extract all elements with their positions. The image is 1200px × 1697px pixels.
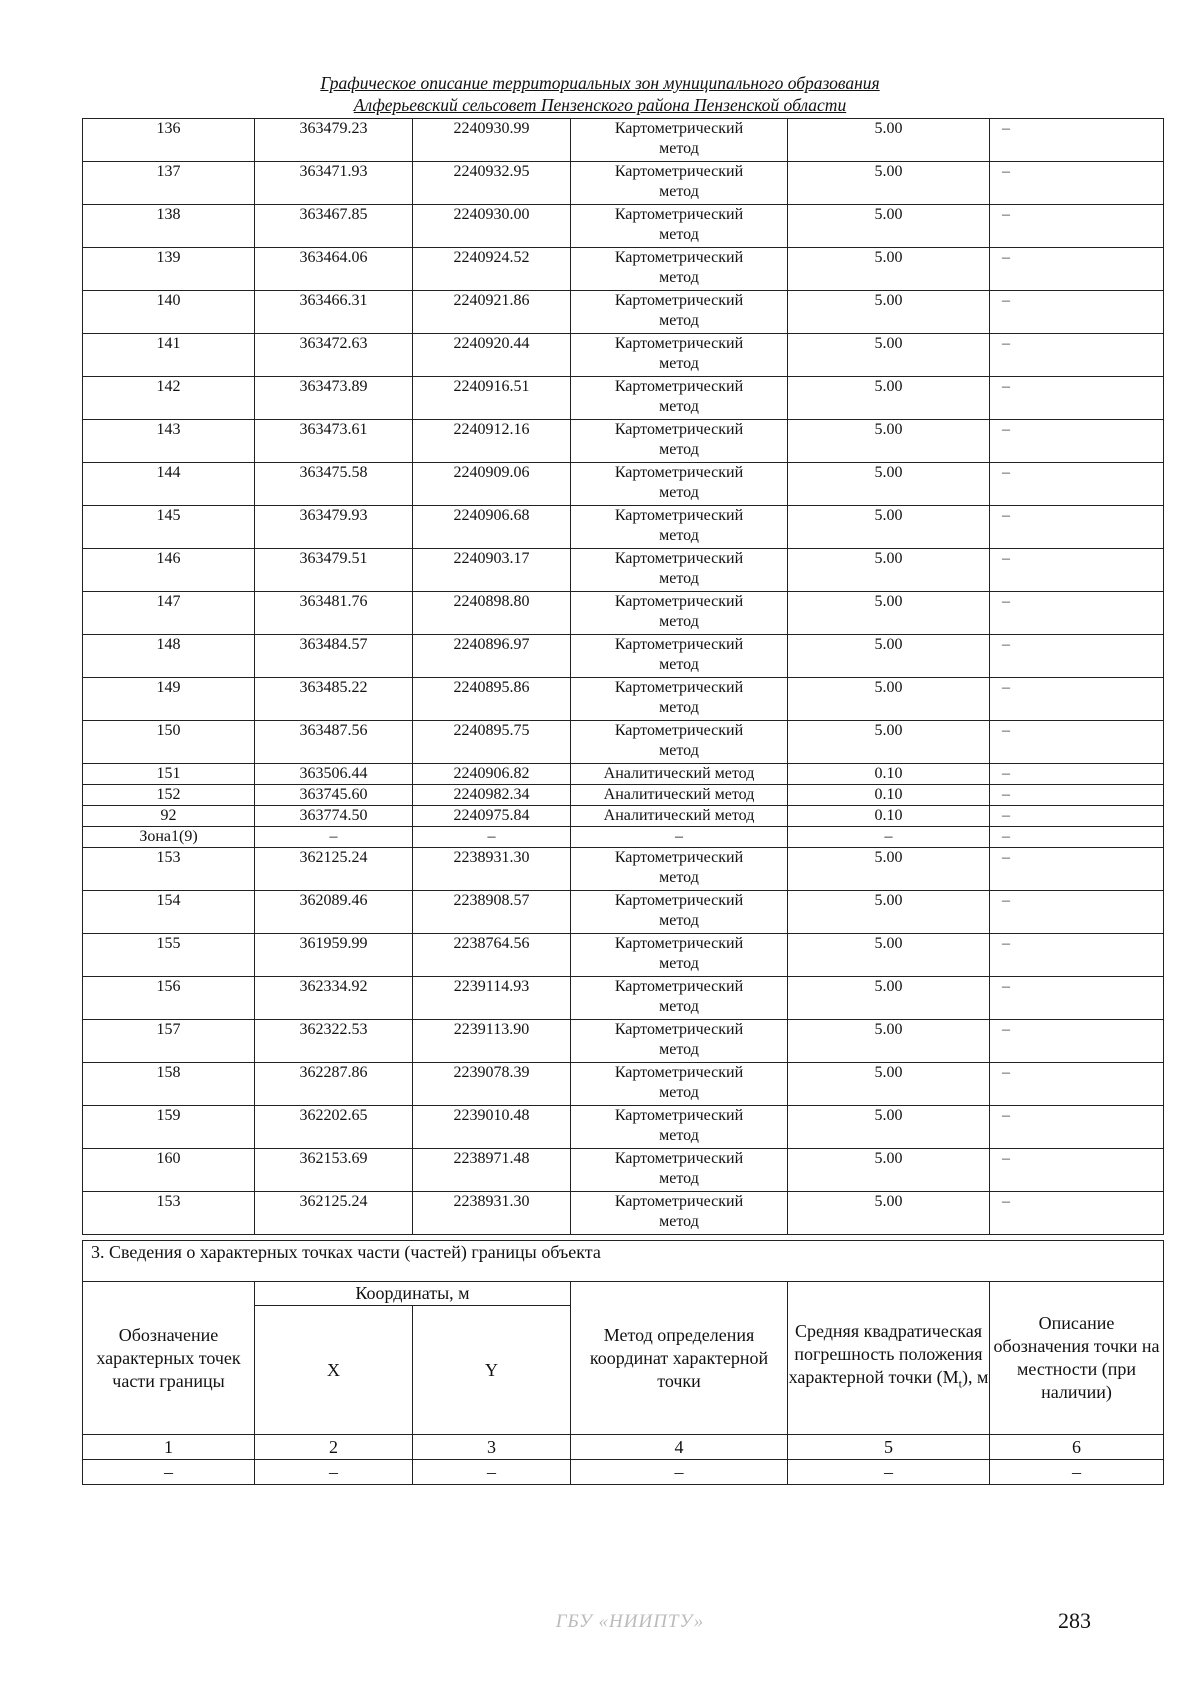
description-cell: – <box>990 806 1164 827</box>
x-coord-cell: 363479.51 <box>255 549 413 592</box>
y-coord-cell: 2240930.99 <box>413 119 571 162</box>
description-cell: – <box>990 977 1164 1020</box>
method-line-2: метод <box>659 742 699 759</box>
method-cell <box>571 1063 788 1106</box>
method-cell <box>571 891 788 934</box>
section3-table <box>82 1240 1164 1485</box>
description-cell: – <box>990 1192 1164 1235</box>
accuracy-cell: 5.00 <box>788 934 990 977</box>
method-line-1: Картометрический <box>614 1193 744 1210</box>
method-cell <box>571 549 788 592</box>
point-id-cell: 154 <box>83 891 255 934</box>
method-line-1: Картометрический <box>614 507 744 524</box>
method-line-1: Картометрический <box>614 1150 744 1167</box>
point-id-cell: 143 <box>83 420 255 463</box>
accuracy-cell: 5.00 <box>788 377 990 420</box>
point-id-cell: 160 <box>83 1149 255 1192</box>
x-coord-cell: 363481.76 <box>255 592 413 635</box>
method-cell <box>571 827 788 848</box>
y-coord-cell: 2240898.80 <box>413 592 571 635</box>
x-coord-cell: 363464.06 <box>255 248 413 291</box>
table-row <box>83 806 1164 827</box>
num-cell: 6 <box>990 1435 1164 1460</box>
accuracy-cell: 5.00 <box>788 1020 990 1063</box>
method-line-1: Картометрический <box>614 849 744 866</box>
x-coord-cell: 363471.93 <box>255 162 413 205</box>
description-cell: – <box>990 291 1164 334</box>
table-row <box>83 162 1164 205</box>
description-cell: – <box>990 1149 1164 1192</box>
y-coord-cell: 2240982.34 <box>413 785 571 806</box>
y-coord-cell: 2240895.75 <box>413 721 571 764</box>
accuracy-cell: 0.10 <box>788 785 990 806</box>
point-id-cell: 156 <box>83 977 255 1020</box>
method-line-1: Картометрический <box>614 636 744 653</box>
accuracy-cell: 5.00 <box>788 291 990 334</box>
method-cell <box>571 334 788 377</box>
x-coord-cell: 362125.24 <box>255 1192 413 1235</box>
x-header: X <box>255 1306 413 1435</box>
method-line-1: Картометрический <box>614 722 744 739</box>
point-id-cell: Зона1(9) <box>83 827 255 848</box>
table-row <box>83 506 1164 549</box>
accuracy-cell: 5.00 <box>788 334 990 377</box>
method-cell <box>571 785 788 806</box>
y-coord-cell: 2240912.16 <box>413 420 571 463</box>
point-id-cell: 158 <box>83 1063 255 1106</box>
accuracy-cell: 5.00 <box>788 463 990 506</box>
num-cell: 4 <box>571 1435 788 1460</box>
y-coord-cell: 2240895.86 <box>413 678 571 721</box>
x-coord-cell: 362202.65 <box>255 1106 413 1149</box>
description-cell: – <box>990 934 1164 977</box>
method-cell <box>571 506 788 549</box>
method-line-2: метод <box>659 613 699 630</box>
table-row <box>83 1106 1164 1149</box>
num-cell: 2 <box>255 1435 413 1460</box>
dash-cell: – <box>255 1460 413 1485</box>
y-coord-cell: 2240903.17 <box>413 549 571 592</box>
x-coord-cell: 363485.22 <box>255 678 413 721</box>
dash-cell: – <box>788 1460 990 1485</box>
x-coord-cell: 363475.58 <box>255 463 413 506</box>
y-coord-cell: 2240924.52 <box>413 248 571 291</box>
accuracy-cell: 5.00 <box>788 848 990 891</box>
accuracy-cell: 0.10 <box>788 806 990 827</box>
table-row <box>83 785 1164 806</box>
point-id-cell: 155 <box>83 934 255 977</box>
x-coord-cell: – <box>255 827 413 848</box>
method-cell <box>571 119 788 162</box>
method-cell <box>571 205 788 248</box>
point-id-cell: 153 <box>83 848 255 891</box>
point-id-cell: 153 <box>83 1192 255 1235</box>
point-id-cell: 149 <box>83 678 255 721</box>
table-row <box>83 291 1164 334</box>
description-cell: – <box>990 377 1164 420</box>
method-cell <box>571 1149 788 1192</box>
table-row <box>83 420 1164 463</box>
y-coord-cell: 2240909.06 <box>413 463 571 506</box>
accuracy-cell: 5.00 <box>788 506 990 549</box>
table-row <box>83 205 1164 248</box>
method-cell <box>571 1106 788 1149</box>
description-cell: – <box>990 678 1164 721</box>
description-cell: – <box>990 721 1164 764</box>
table-row <box>83 334 1164 377</box>
method-line-2: метод <box>659 1213 699 1230</box>
table-row <box>83 463 1164 506</box>
table-row <box>83 1192 1164 1235</box>
table-row <box>83 119 1164 162</box>
accuracy-cell: 5.00 <box>788 248 990 291</box>
method-line-1: Картометрический <box>614 1064 744 1081</box>
method-line-2: метод <box>659 226 699 243</box>
col5-header: Средняя квадратическая погрешность положения характерной точки $(M_t)$, м <box>788 1282 990 1435</box>
dash-cell: – <box>571 1460 788 1485</box>
method-line-2: метод <box>659 699 699 716</box>
method-cell <box>571 248 788 291</box>
method-line-2: метод <box>659 269 699 286</box>
method-line-2: метод <box>659 140 699 157</box>
table-row <box>83 248 1164 291</box>
table-row <box>83 848 1164 891</box>
num-cell: 1 <box>83 1435 255 1460</box>
table-row <box>83 635 1164 678</box>
point-id-cell: 151 <box>83 764 255 785</box>
y-coord-cell: 2239010.48 <box>413 1106 571 1149</box>
table-row <box>83 1020 1164 1063</box>
y-coord-cell: 2240932.95 <box>413 162 571 205</box>
method-line-2: метод <box>659 955 699 972</box>
method-line-1: Картометрический <box>614 1021 744 1038</box>
description-cell: – <box>990 1106 1164 1149</box>
y-coord-cell: 2238764.56 <box>413 934 571 977</box>
point-id-cell: 92 <box>83 806 255 827</box>
point-id-cell: 146 <box>83 549 255 592</box>
point-id-cell: 136 <box>83 119 255 162</box>
method-cell <box>571 1020 788 1063</box>
accuracy-cell: 5.00 <box>788 891 990 934</box>
accuracy-cell: 5.00 <box>788 635 990 678</box>
num-cell: 3 <box>413 1435 571 1460</box>
x-coord-cell: 363467.85 <box>255 205 413 248</box>
col1-header: Обозначение характерных точек части границы <box>83 1282 255 1435</box>
x-coord-cell: 363745.60 <box>255 785 413 806</box>
accuracy-cell: 5.00 <box>788 1192 990 1235</box>
description-cell: – <box>990 785 1164 806</box>
x-coord-cell: 363774.50 <box>255 806 413 827</box>
accuracy-cell: 5.00 <box>788 1106 990 1149</box>
method-line-1: Картометрический <box>614 335 744 352</box>
description-cell: – <box>990 764 1164 785</box>
y-coord-cell: 2239078.39 <box>413 1063 571 1106</box>
method-cell <box>571 463 788 506</box>
method-cell <box>571 291 788 334</box>
x-coord-cell: 362322.53 <box>255 1020 413 1063</box>
table-row <box>83 549 1164 592</box>
point-id-cell: 148 <box>83 635 255 678</box>
x-coord-cell: 363479.93 <box>255 506 413 549</box>
coordinates-table <box>82 118 1164 1235</box>
method-line-2: метод <box>659 484 699 501</box>
method-cell <box>571 635 788 678</box>
table-row <box>83 764 1164 785</box>
document-header <box>0 72 1200 116</box>
accuracy-cell: 5.00 <box>788 420 990 463</box>
method-cell <box>571 848 788 891</box>
x-coord-cell: 362334.92 <box>255 977 413 1020</box>
y-header: Y <box>413 1306 571 1435</box>
method-line-1: Аналитический метод <box>603 765 755 782</box>
method-line-2: метод <box>659 1041 699 1058</box>
table-row <box>83 721 1164 764</box>
y-coord-cell: 2240906.68 <box>413 506 571 549</box>
y-coord-cell: 2239113.90 <box>413 1020 571 1063</box>
description-cell: – <box>990 506 1164 549</box>
method-line-1: Картометрический <box>614 978 744 995</box>
col6-header: Описание обозначения точки на местности (при наличии) <box>990 1282 1164 1435</box>
method-line-2: метод <box>659 398 699 415</box>
method-line-2: метод <box>659 912 699 929</box>
x-coord-cell: 362125.24 <box>255 848 413 891</box>
method-line-1: Картометрический <box>614 163 744 180</box>
method-line-1: Картометрический <box>614 120 744 137</box>
method-line-1: Картометрический <box>614 206 744 223</box>
method-line-2: метод <box>659 355 699 372</box>
description-cell: – <box>990 827 1164 848</box>
point-id-cell: 144 <box>83 463 255 506</box>
x-coord-cell: 363506.44 <box>255 764 413 785</box>
y-coord-cell: 2240921.86 <box>413 291 571 334</box>
description-cell: – <box>990 1020 1164 1063</box>
x-coord-cell: 363484.57 <box>255 635 413 678</box>
x-coord-cell: 363473.89 <box>255 377 413 420</box>
point-id-cell: 142 <box>83 377 255 420</box>
section3-title: 3. Сведения о характерных точках части (частей) границы объекта <box>83 1241 1164 1282</box>
table-row <box>83 891 1164 934</box>
point-id-cell: 140 <box>83 291 255 334</box>
description-cell: – <box>990 334 1164 377</box>
accuracy-cell: 0.10 <box>788 764 990 785</box>
method-cell <box>571 721 788 764</box>
method-cell <box>571 1192 788 1235</box>
method-line-2: метод <box>659 312 699 329</box>
method-line-1: Картометрический <box>614 935 744 952</box>
x-coord-cell: 362153.69 <box>255 1149 413 1192</box>
accuracy-cell: 5.00 <box>788 549 990 592</box>
point-id-cell: 147 <box>83 592 255 635</box>
x-coord-cell: 363466.31 <box>255 291 413 334</box>
method-cell <box>571 806 788 827</box>
y-coord-cell: 2240896.97 <box>413 635 571 678</box>
accuracy-cell: 5.00 <box>788 119 990 162</box>
y-coord-cell: 2238931.30 <box>413 848 571 891</box>
description-cell: – <box>990 1063 1164 1106</box>
dash-cell: – <box>413 1460 571 1485</box>
method-line-1: Картометрический <box>614 464 744 481</box>
method-line-1: Картометрический <box>614 1107 744 1124</box>
point-id-cell: 138 <box>83 205 255 248</box>
method-line-2: метод <box>659 570 699 587</box>
description-cell: – <box>990 420 1164 463</box>
x-coord-cell: 363479.23 <box>255 119 413 162</box>
accuracy-cell: 5.00 <box>788 678 990 721</box>
method-line-1: Картометрический <box>614 378 744 395</box>
table-row <box>83 678 1164 721</box>
x-coord-cell: 362089.46 <box>255 891 413 934</box>
page-number: 283 <box>1058 1608 1091 1633</box>
method-line-1: Аналитический метод <box>603 807 755 824</box>
method-line-1: Картометрический <box>614 249 744 266</box>
method-line-2: метод <box>659 527 699 544</box>
x-coord-cell: 363472.63 <box>255 334 413 377</box>
method-line-1: Картометрический <box>614 679 744 696</box>
y-coord-cell: – <box>413 827 571 848</box>
y-coord-cell: 2238971.48 <box>413 1149 571 1192</box>
y-coord-cell: 2238931.30 <box>413 1192 571 1235</box>
x-coord-cell: 363487.56 <box>255 721 413 764</box>
header-line-2: Алферьевский сельсовет Пензенского района Пензенской области <box>353 95 847 115</box>
point-id-cell: 150 <box>83 721 255 764</box>
method-line-2: метод <box>659 183 699 200</box>
description-cell: – <box>990 592 1164 635</box>
accuracy-cell: 5.00 <box>788 721 990 764</box>
y-coord-cell: 2240916.51 <box>413 377 571 420</box>
header-line-1: Графическое описание территориальных зон муниципального образования <box>320 73 880 93</box>
description-cell: – <box>990 549 1164 592</box>
table-row <box>83 934 1164 977</box>
point-id-cell: 141 <box>83 334 255 377</box>
method-cell <box>571 162 788 205</box>
accuracy-cell: – <box>788 827 990 848</box>
accuracy-cell: 5.00 <box>788 592 990 635</box>
accuracy-cell: 5.00 <box>788 1149 990 1192</box>
description-cell: – <box>990 635 1164 678</box>
method-cell <box>571 377 788 420</box>
description-cell: – <box>990 848 1164 891</box>
description-cell: – <box>990 463 1164 506</box>
method-line-1: Картометрический <box>614 421 744 438</box>
description-cell: – <box>990 248 1164 291</box>
description-cell: – <box>990 119 1164 162</box>
description-cell: – <box>990 891 1164 934</box>
description-cell: – <box>990 162 1164 205</box>
method-line-1: Аналитический метод <box>603 786 755 803</box>
method-line-2: метод <box>659 441 699 458</box>
col4-header: Метод определения координат характерной точки <box>571 1282 788 1435</box>
accuracy-cell: 5.00 <box>788 205 990 248</box>
table-row <box>83 977 1164 1020</box>
method-line-2: метод <box>659 998 699 1015</box>
y-coord-cell: 2239114.93 <box>413 977 571 1020</box>
method-cell <box>571 678 788 721</box>
method-line-2: метод <box>659 656 699 673</box>
table-row <box>83 827 1164 848</box>
accuracy-cell: 5.00 <box>788 977 990 1020</box>
point-id-cell: 157 <box>83 1020 255 1063</box>
accuracy-cell: 5.00 <box>788 1063 990 1106</box>
num-cell: 5 <box>788 1435 990 1460</box>
method-line-1: Картометрический <box>614 892 744 909</box>
y-coord-cell: 2240930.00 <box>413 205 571 248</box>
coords-header: Координаты, м <box>255 1282 571 1306</box>
method-line-2: метод <box>659 1170 699 1187</box>
method-line-2: метод <box>659 869 699 886</box>
footer-organization: ГБУ «НИИПТУ» <box>555 1611 705 1632</box>
description-cell: – <box>990 205 1164 248</box>
dash-cell: – <box>83 1460 255 1485</box>
accuracy-cell: 5.00 <box>788 162 990 205</box>
dash-cell: – <box>990 1460 1164 1485</box>
method-cell <box>571 420 788 463</box>
table-row <box>83 1149 1164 1192</box>
method-cell <box>571 977 788 1020</box>
table-row <box>83 377 1164 420</box>
point-id-cell: 159 <box>83 1106 255 1149</box>
method-line-1: Картометрический <box>614 593 744 610</box>
method-cell <box>571 934 788 977</box>
table-row <box>83 1063 1164 1106</box>
method-line-1: Картометрический <box>614 292 744 309</box>
method-line-2: метод <box>659 1084 699 1101</box>
table-row <box>83 592 1164 635</box>
point-id-cell: 137 <box>83 162 255 205</box>
method-cell <box>571 764 788 785</box>
x-coord-cell: 361959.99 <box>255 934 413 977</box>
x-coord-cell: 363473.61 <box>255 420 413 463</box>
point-id-cell: 152 <box>83 785 255 806</box>
method-cell <box>571 592 788 635</box>
y-coord-cell: 2240975.84 <box>413 806 571 827</box>
point-id-cell: 139 <box>83 248 255 291</box>
method-line-2: метод <box>659 1127 699 1144</box>
method-line-1: – <box>675 828 683 845</box>
y-coord-cell: 2240906.82 <box>413 764 571 785</box>
x-coord-cell: 362287.86 <box>255 1063 413 1106</box>
y-coord-cell: 2240920.44 <box>413 334 571 377</box>
point-id-cell: 145 <box>83 506 255 549</box>
method-line-1: Картометрический <box>614 550 744 567</box>
y-coord-cell: 2238908.57 <box>413 891 571 934</box>
